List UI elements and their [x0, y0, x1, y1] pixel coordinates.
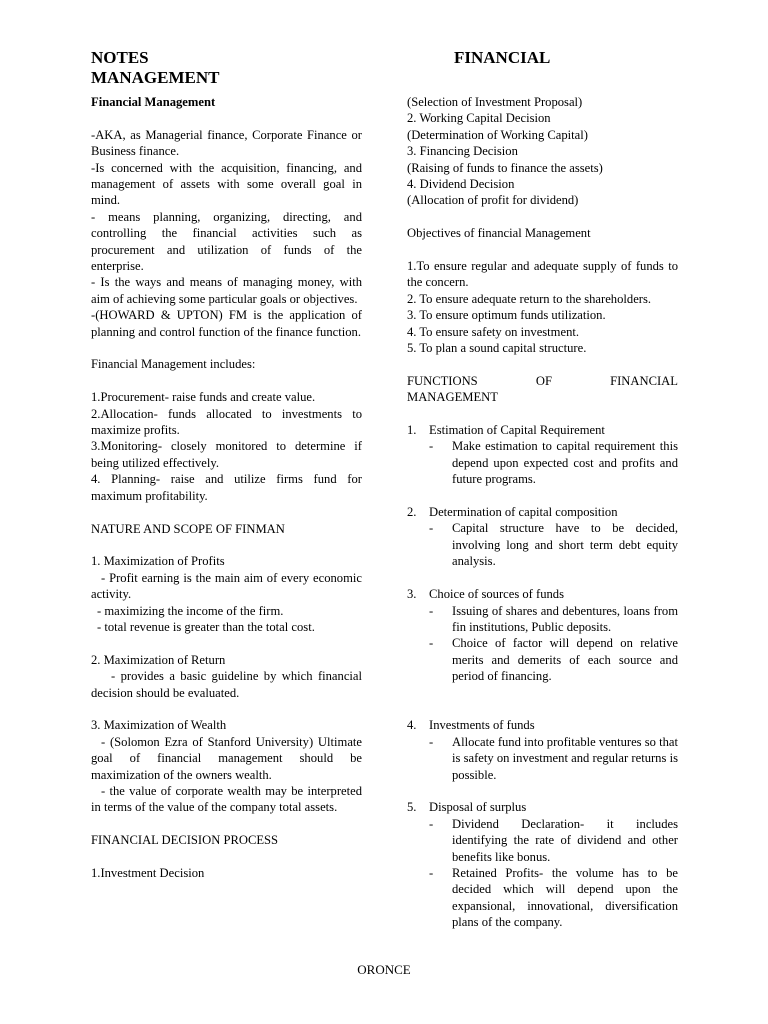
includes-item: 2.Allocation- funds allocated to investments to maximize profits.	[91, 406, 362, 438]
paragraph-concerned: -Is concerned with the acquisition, financing, and management of assets with some overall goal in mind.	[91, 160, 362, 208]
return-text: - provides a basic guideline by which financial decision should be evaluated.	[91, 669, 362, 700]
objectives-heading: Objectives of financial Management	[407, 226, 591, 241]
profits-text: - Profit earning is the main aim of every economic activity.	[91, 570, 362, 602]
wealth-heading: 3. Maximization of Wealth	[91, 718, 227, 733]
return-heading: 2. Maximization of Return	[91, 652, 226, 667]
function-block	[407, 504, 678, 570]
process-heading: FINANCIAL DECISION PROCESS	[91, 833, 279, 848]
objective-item: 5. To plan a sound capital structure.	[407, 341, 587, 356]
paragraph-ways: - Is the ways and means of managing money, with aim of achieving some particular goals or objectives.	[91, 275, 362, 306]
function-bullet: - Make estimation to capital requirement this depend upon expected cost and profits and future programs.	[429, 439, 678, 487]
nature-heading: NATURE AND SCOPE OF FINMAN	[91, 521, 285, 536]
wealth-text: - (Solomon Ezra of Stanford University) Ultimate goal of financial management should be maximization of the owners wealth.	[91, 734, 362, 782]
profits-heading: 1. Maximization of Profits	[91, 554, 225, 569]
function-bullet: - Capital structure have to be decided, involving long and short term debt equity analysis.	[429, 521, 678, 569]
includes-item: 1.Procurement- raise funds and create value.	[91, 390, 316, 405]
objective-item: 2. To ensure adequate return to the shareholders.	[407, 291, 652, 306]
function-bullet: - Allocate fund into profitable ventures so that is safety on investment and regular returns is possible.	[429, 734, 678, 782]
title-management: MANAGEMENT	[91, 68, 220, 87]
objective-item: 3. To ensure optimum funds utilization.	[407, 308, 606, 323]
functions-heading	[407, 373, 678, 406]
profits-text: - maximizing the income of the firm.	[97, 603, 284, 618]
function-block	[407, 717, 678, 783]
right-column	[407, 94, 678, 931]
section-heading: Financial Management	[91, 95, 216, 109]
objective-item: 4. To ensure safety on investment.	[407, 324, 580, 339]
includes-item: 3.Monitoring- closely monitored to determine if being utilized effectively.	[91, 439, 362, 470]
function-bullet: - Choice of factor will depend on relative merits and demerits of each source and period of financing.	[429, 636, 678, 684]
function-bullet: - Retained Profits- the volume has to be decided which will depend upon the expansional, innovational, diversification plans of the company.	[429, 865, 678, 930]
decision-line: (Selection of Investment Proposal)	[407, 95, 583, 109]
objective-item: 1.To ensure regular and adequate supply of funds to the concern.	[407, 259, 678, 290]
function-block	[407, 422, 678, 488]
function-bullet: - Issuing of shares and debentures, loans from fin institutions, Public deposits.	[429, 603, 678, 634]
investment-decision: 1.Investment Decision	[91, 865, 205, 880]
paragraph-howard: -(HOWARD & UPTON) FM is the application of planning and control function of the finance function.	[91, 308, 362, 339]
decision-line: 2. Working Capital Decision	[407, 111, 551, 126]
includes-heading: Financial Management includes:	[91, 357, 256, 372]
decision-line: (Allocation of profit for dividend)	[407, 193, 579, 208]
function-title: 1. Estimation of Capital Requirement	[407, 423, 605, 438]
paragraph-means: - means planning, organizing, directing, and controlling the financial activities such as procurement and utilization of funds of the enterprise.	[91, 209, 362, 274]
function-bullet: - Dividend Declaration- it includes identifying the rate of dividend and other benefits like bonus.	[429, 816, 678, 864]
function-block	[407, 586, 678, 684]
profits-text: - total revenue is greater than the total cost.	[97, 619, 315, 634]
decision-line: 4. Dividend Decision	[407, 177, 515, 192]
title-notes-management	[91, 48, 219, 88]
left-column	[91, 94, 362, 881]
decision-line: (Determination of Working Capital)	[407, 127, 588, 142]
title-notes: NOTES	[91, 48, 149, 67]
decision-line: 3. Financing Decision	[407, 144, 518, 159]
functions-heading-word: OF	[535, 373, 552, 388]
function-title: 4. Investments of funds	[407, 718, 535, 733]
functions-heading-word: MANAGEMENT	[407, 390, 498, 405]
functions-heading-word: FUNCTIONS	[407, 373, 478, 388]
function-title: 2. Determination of capital composition	[407, 505, 618, 520]
includes-item: 4. Planning- raise and utilize firms fund for maximum profitability.	[91, 472, 362, 503]
paragraph-aka: -AKA, as Managerial finance, Corporate Finance or Business finance.	[91, 127, 362, 159]
function-block	[407, 799, 678, 930]
decision-line: (Raising of funds to finance the assets)	[407, 160, 603, 175]
function-title: 5. Disposal of surplus	[407, 800, 527, 815]
wealth-text: - the value of corporate wealth may be interpreted in terms of the value of the company total assets.	[91, 783, 362, 815]
function-title: 3. Choice of sources of funds	[407, 587, 565, 602]
functions-heading-word: FINANCIAL	[610, 373, 678, 388]
title-financial: FINANCIAL	[454, 48, 551, 67]
footer-author: ORONCE	[357, 962, 411, 977]
